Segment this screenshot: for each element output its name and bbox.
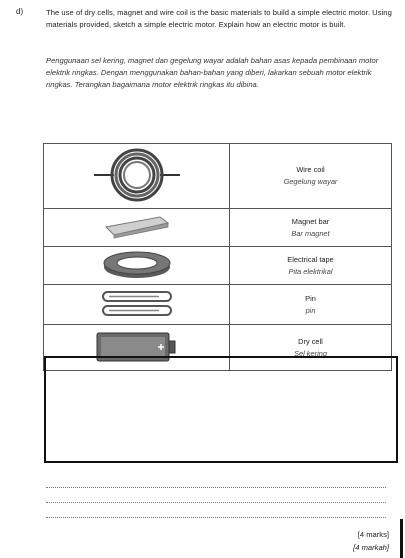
material-name-malay: Sel kering <box>294 348 327 358</box>
question-number: d) <box>16 7 24 16</box>
material-name-malay: pin <box>305 305 316 315</box>
material-name: Wire coil <box>296 165 325 174</box>
question-text-malay: Penggunaan sel kering, magnet dan gegelung wayar adalah bahan asas kepada pembinaan motor elektrik ringkas. Dengan menggunakan bahan-bahan yang diberi, lakarkan sebuah motor elektrik ringkas. Terangkan bagaimana motor elektrik ringkas itu dibina. <box>46 56 379 89</box>
material-name: Pin <box>305 293 316 303</box>
material-row <box>44 144 392 209</box>
material-name: Electrical tape <box>287 254 334 264</box>
wire-coil-icon <box>92 145 182 205</box>
material-row <box>44 247 392 285</box>
question-text-english: The use of dry cells, magnet and wire coil is the basic materials to build a simple electric motor. Using materials provided, sketch a simple electric motor. Explain how an electric motor is built. <box>46 8 392 29</box>
material-row <box>44 285 392 325</box>
material-name: Magnet bar <box>291 216 330 226</box>
materials-table <box>43 143 392 371</box>
material-name-malay: Gegelung wayar <box>283 177 338 186</box>
marks-english: [4 marks] <box>357 530 389 539</box>
electrical-tape-icon <box>101 250 173 280</box>
answer-line[interactable] <box>46 487 386 488</box>
material-name-malay: Pita elektrikal <box>288 266 333 276</box>
sketch-answer-box[interactable] <box>44 356 398 463</box>
magnet-bar-icon <box>102 215 172 239</box>
material-name: Dry cell <box>298 336 323 346</box>
answer-line[interactable] <box>46 502 386 503</box>
margin-bar <box>400 519 403 558</box>
material-name-malay: Bar magnet <box>291 228 330 238</box>
material-row <box>44 209 392 247</box>
answer-line[interactable] <box>46 517 386 518</box>
marks-malay: [4 markah] <box>353 543 389 552</box>
pin-icon <box>99 289 175 319</box>
